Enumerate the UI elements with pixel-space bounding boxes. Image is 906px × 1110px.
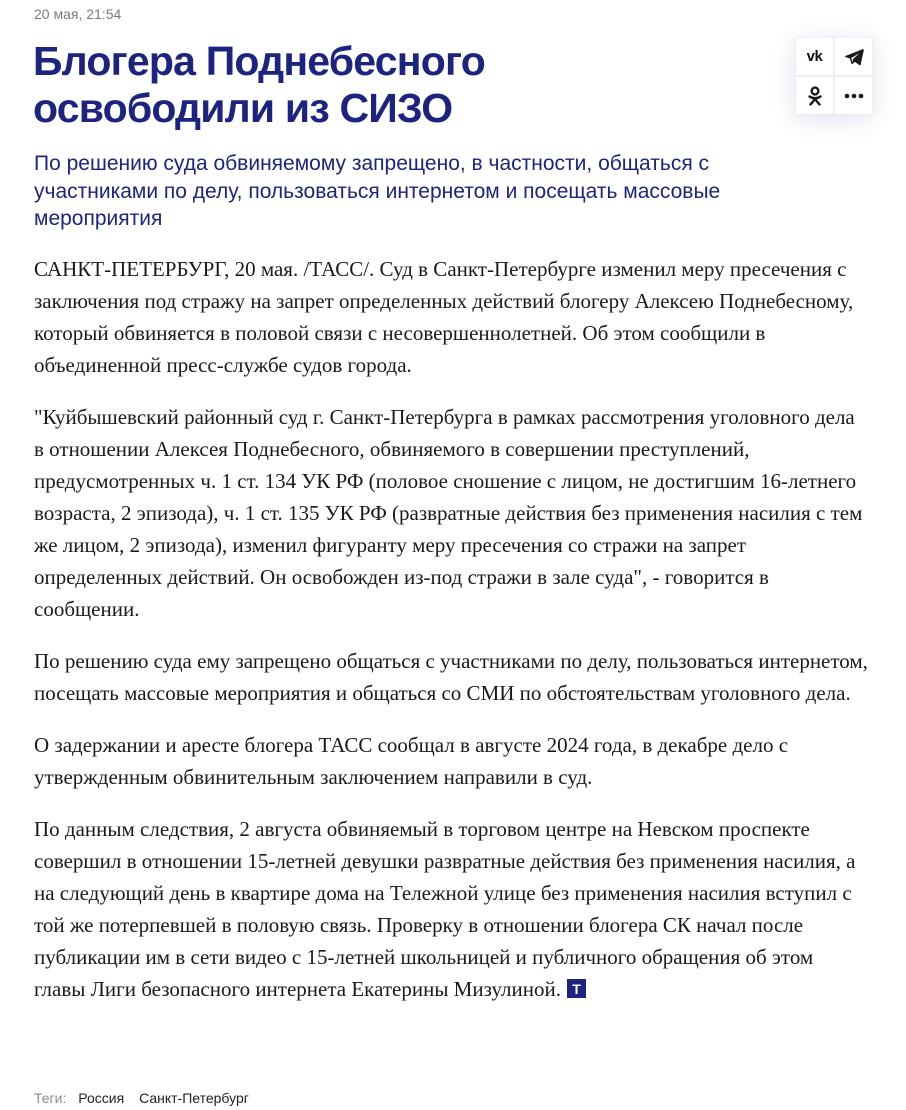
share-telegram-button[interactable] — [834, 37, 873, 76]
tags-label: Теги: — [34, 1090, 67, 1106]
vk-icon: vk — [806, 48, 823, 65]
publish-date: 20 мая, 21:54 — [34, 6, 122, 22]
tass-end-letter: Т — [572, 981, 581, 997]
article-paragraph: О задержании и аресте блогера ТАСС сообщал в августе 2024 года, в декабре дело с утвержденным обвинительным заключением направили в суд. — [34, 733, 789, 789]
article-title: Блогера Поднебесного освободили из СИЗО — [33, 38, 485, 131]
article-paragraph: По решению суда ему запрещено общаться с участниками по делу, пользоваться интернетом, посещать массовые мероприятия и общаться со СМИ по обстоятельствам уголовного дела. — [34, 649, 868, 705]
share-panel — [795, 37, 873, 115]
article-lead: По решению суда обвиняемому запрещено, в частности, общаться с участниками по делу, пользоваться интернетом и посещать массовые мероприятия — [34, 152, 721, 230]
share-more-button[interactable] — [834, 76, 873, 115]
article-paragraph-text: По данным следствия, 2 августа обвиняемый в торговом центре на Невском проспекте совершил в отношении 15-летней девушки развратные действия без применения насилия, а на следующий день в квартире дома на Тележной улице без применения насилия вступил с той же потерпевшей в половую связь. Проверку в отношении блогера СК начал после публикации им в сети видео с 15-летней школьницей и публичного обращения об этом главы Лиги безопасного интернета Екатерины Мизулиной. — [34, 817, 856, 1001]
odnoklassniki-icon — [807, 86, 823, 106]
article-paragraph-last — [34, 813, 869, 1005]
tags-row — [34, 1090, 260, 1106]
telegram-icon — [844, 48, 864, 66]
tag-link[interactable]: Санкт-Петербург — [139, 1090, 249, 1106]
more-icon — [844, 93, 864, 99]
tass-end-icon — [567, 979, 586, 998]
share-vk-button[interactable] — [795, 37, 834, 76]
article-paragraph: "Куйбышевский районный суд г. Санкт-Петербурга в рамках рассмотрения уголовного дела в отношении Алексея Поднебесного, обвиняемого в совершении преступлений, предусмотренных ч. 1 ст. 134 УК РФ (половое сношение с лицом, не достигшим 16-летнего возраста, 2 эпизода), ч. 1 ст. 135 УК РФ (развратные действия без применения насилия с тем же лицом, 2 эпизода), изменил фигуранту меру пресечения со стражи на запрет определенных действий. Он освобожден из-под стражи в зале суда", - говорится в сообщении. — [34, 405, 863, 621]
tag-link[interactable]: Россия — [78, 1090, 125, 1106]
article-body — [34, 253, 869, 1025]
article-paragraph: САНКТ-ПЕТЕРБУРГ, 20 мая. /ТАСС/. Суд в Санкт-Петербурге изменил меру пресечения с заключения под стражу на запрет определенных действий блогеру Алексею Поднебесному, который обвиняется в половой связи с несовершеннолетней. Об этом сообщили в объединенной пресс-службе судов города. — [34, 257, 854, 377]
share-odnoklassniki-button[interactable] — [795, 76, 834, 115]
